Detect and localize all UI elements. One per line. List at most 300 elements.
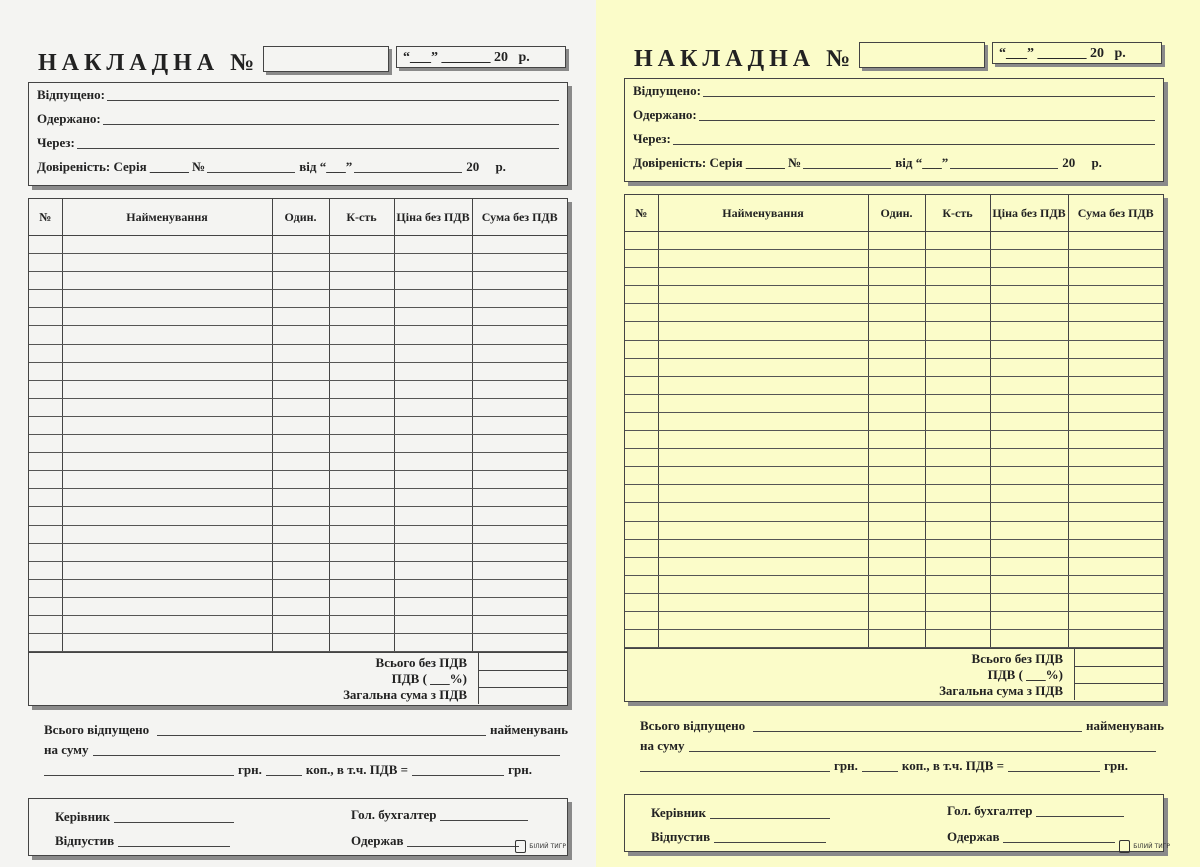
table-cell[interactable] — [658, 304, 868, 322]
table-cell[interactable] — [625, 449, 658, 467]
table-cell[interactable] — [329, 416, 394, 434]
table-cell[interactable] — [868, 593, 925, 611]
table-cell[interactable] — [868, 232, 925, 250]
table-cell[interactable] — [394, 236, 472, 254]
table-cell[interactable] — [329, 398, 394, 416]
table-cell[interactable] — [62, 398, 272, 416]
table-cell[interactable] — [658, 521, 868, 539]
table-cell[interactable] — [29, 489, 62, 507]
table-cell[interactable] — [472, 597, 567, 615]
table-cell[interactable] — [868, 358, 925, 376]
table-cell[interactable] — [990, 611, 1068, 629]
table-cell[interactable] — [1068, 286, 1163, 304]
table-cell[interactable] — [472, 362, 567, 380]
table-cell[interactable] — [868, 250, 925, 268]
table-cell[interactable] — [1068, 485, 1163, 503]
table-cell[interactable] — [868, 611, 925, 629]
table-cell[interactable] — [472, 308, 567, 326]
table-cell[interactable] — [990, 503, 1068, 521]
table-cell[interactable] — [394, 634, 472, 652]
table-cell[interactable] — [29, 634, 62, 652]
table-cell[interactable] — [29, 525, 62, 543]
table-cell[interactable] — [925, 593, 990, 611]
table-cell[interactable] — [868, 431, 925, 449]
table-cell[interactable] — [394, 507, 472, 525]
head-signature[interactable] — [55, 809, 234, 825]
table-cell[interactable] — [868, 376, 925, 394]
table-cell[interactable] — [394, 380, 472, 398]
table-cell[interactable] — [1068, 250, 1163, 268]
table-cell[interactable] — [472, 435, 567, 453]
table-cell[interactable] — [29, 561, 62, 579]
table-cell[interactable] — [394, 398, 472, 416]
table-cell[interactable] — [329, 597, 394, 615]
table-cell[interactable] — [658, 503, 868, 521]
table-cell[interactable] — [658, 268, 868, 286]
table-cell[interactable] — [1068, 575, 1163, 593]
table-cell[interactable] — [29, 398, 62, 416]
table-cell[interactable] — [272, 398, 329, 416]
table-cell[interactable] — [1068, 431, 1163, 449]
table-cell[interactable] — [329, 308, 394, 326]
table-cell[interactable] — [990, 304, 1068, 322]
table-cell[interactable] — [658, 557, 868, 575]
table-cell[interactable] — [658, 250, 868, 268]
table-cell[interactable] — [990, 467, 1068, 485]
table-cell[interactable] — [329, 344, 394, 362]
table-cell[interactable] — [868, 449, 925, 467]
table-cell[interactable] — [658, 322, 868, 340]
table-cell[interactable] — [29, 597, 62, 615]
table-cell[interactable] — [658, 286, 868, 304]
table-cell[interactable] — [925, 340, 990, 358]
received-line[interactable] — [633, 107, 1155, 123]
table-cell[interactable] — [272, 453, 329, 471]
table-cell[interactable] — [1068, 611, 1163, 629]
table-cell[interactable] — [658, 575, 868, 593]
table-cell[interactable] — [658, 340, 868, 358]
table-cell[interactable] — [472, 453, 567, 471]
amount-line[interactable] — [44, 742, 568, 758]
released-total-line[interactable] — [640, 718, 1164, 734]
table-cell[interactable] — [472, 272, 567, 290]
released-total-line[interactable] — [44, 722, 568, 738]
table-cell[interactable] — [329, 272, 394, 290]
table-cell[interactable] — [625, 394, 658, 412]
table-cell[interactable] — [990, 250, 1068, 268]
table-cell[interactable] — [925, 268, 990, 286]
invoice-number-field[interactable] — [859, 42, 985, 68]
table-cell[interactable] — [625, 630, 658, 648]
table-cell[interactable] — [272, 489, 329, 507]
table-cell[interactable] — [394, 416, 472, 434]
total-without-vat-cell[interactable] — [1074, 649, 1163, 667]
table-cell[interactable] — [329, 615, 394, 633]
table-cell[interactable] — [62, 380, 272, 398]
table-cell[interactable] — [990, 431, 1068, 449]
table-cell[interactable] — [658, 376, 868, 394]
table-cell[interactable] — [394, 254, 472, 272]
invoice-date-field[interactable]: “___” _______ 20 р. — [992, 42, 1162, 64]
table-cell[interactable] — [62, 254, 272, 272]
table-cell[interactable] — [329, 236, 394, 254]
table-cell[interactable] — [658, 630, 868, 648]
table-cell[interactable] — [272, 471, 329, 489]
table-cell[interactable] — [625, 503, 658, 521]
table-cell[interactable] — [625, 593, 658, 611]
table-cell[interactable] — [472, 344, 567, 362]
table-cell[interactable] — [272, 507, 329, 525]
table-cell[interactable] — [62, 362, 272, 380]
table-cell[interactable] — [625, 431, 658, 449]
table-cell[interactable] — [394, 615, 472, 633]
table-cell[interactable] — [394, 597, 472, 615]
table-cell[interactable] — [1068, 630, 1163, 648]
table-cell[interactable] — [658, 449, 868, 467]
table-cell[interactable] — [625, 268, 658, 286]
table-cell[interactable] — [272, 543, 329, 561]
released-line[interactable] — [37, 87, 559, 103]
table-cell[interactable] — [272, 597, 329, 615]
table-cell[interactable] — [472, 579, 567, 597]
table-cell[interactable] — [625, 412, 658, 430]
table-cell[interactable] — [394, 362, 472, 380]
table-cell[interactable] — [1068, 232, 1163, 250]
table-cell[interactable] — [29, 290, 62, 308]
table-cell[interactable] — [868, 304, 925, 322]
table-cell[interactable] — [925, 575, 990, 593]
power-of-attorney-line[interactable] — [633, 155, 1155, 171]
table-cell[interactable] — [62, 489, 272, 507]
table-cell[interactable] — [625, 250, 658, 268]
table-cell[interactable] — [1068, 557, 1163, 575]
table-cell[interactable] — [329, 543, 394, 561]
table-cell[interactable] — [658, 485, 868, 503]
table-cell[interactable] — [62, 507, 272, 525]
table-cell[interactable] — [394, 326, 472, 344]
table-cell[interactable] — [1068, 539, 1163, 557]
table-cell[interactable] — [62, 416, 272, 434]
table-cell[interactable] — [1068, 412, 1163, 430]
table-cell[interactable] — [990, 630, 1068, 648]
table-cell[interactable] — [472, 561, 567, 579]
amount-breakdown-line[interactable] — [640, 758, 1164, 774]
table-cell[interactable] — [868, 485, 925, 503]
table-cell[interactable] — [625, 485, 658, 503]
table-cell[interactable] — [1068, 467, 1163, 485]
table-cell[interactable] — [472, 543, 567, 561]
table-cell[interactable] — [925, 394, 990, 412]
table-cell[interactable] — [925, 449, 990, 467]
table-cell[interactable] — [1068, 322, 1163, 340]
total-with-vat-cell[interactable] — [1074, 683, 1163, 700]
table-cell[interactable] — [472, 416, 567, 434]
table-cell[interactable] — [1068, 304, 1163, 322]
table-cell[interactable] — [29, 543, 62, 561]
table-cell[interactable] — [1068, 503, 1163, 521]
table-cell[interactable] — [272, 344, 329, 362]
table-cell[interactable] — [29, 236, 62, 254]
table-cell[interactable] — [394, 489, 472, 507]
table-cell[interactable] — [868, 340, 925, 358]
table-cell[interactable] — [29, 254, 62, 272]
table-cell[interactable] — [658, 394, 868, 412]
invoice-date-field[interactable]: “___” _______ 20 р. — [396, 46, 566, 68]
table-cell[interactable] — [29, 344, 62, 362]
received-by-signature[interactable] — [351, 833, 519, 849]
table-cell[interactable] — [472, 254, 567, 272]
table-cell[interactable] — [625, 376, 658, 394]
table-cell[interactable] — [272, 254, 329, 272]
table-cell[interactable] — [62, 525, 272, 543]
table-cell[interactable] — [472, 489, 567, 507]
table-cell[interactable] — [925, 232, 990, 250]
vat-cell[interactable] — [1074, 666, 1163, 684]
table-cell[interactable] — [658, 611, 868, 629]
table-cell[interactable] — [29, 471, 62, 489]
table-cell[interactable] — [272, 561, 329, 579]
table-cell[interactable] — [394, 543, 472, 561]
table-cell[interactable] — [868, 521, 925, 539]
table-cell[interactable] — [625, 232, 658, 250]
table-cell[interactable] — [925, 630, 990, 648]
table-cell[interactable] — [990, 449, 1068, 467]
table-cell[interactable] — [329, 435, 394, 453]
table-cell[interactable] — [868, 539, 925, 557]
table-cell[interactable] — [272, 272, 329, 290]
table-cell[interactable] — [990, 322, 1068, 340]
table-cell[interactable] — [925, 539, 990, 557]
table-cell[interactable] — [394, 290, 472, 308]
table-cell[interactable] — [62, 471, 272, 489]
table-cell[interactable] — [29, 416, 62, 434]
table-cell[interactable] — [925, 376, 990, 394]
table-cell[interactable] — [394, 308, 472, 326]
total-without-vat-cell[interactable] — [478, 653, 567, 671]
table-cell[interactable] — [925, 485, 990, 503]
table-cell[interactable] — [394, 561, 472, 579]
table-cell[interactable] — [1068, 394, 1163, 412]
table-cell[interactable] — [29, 615, 62, 633]
table-cell[interactable] — [925, 611, 990, 629]
table-cell[interactable] — [329, 489, 394, 507]
via-line[interactable] — [633, 131, 1155, 147]
table-cell[interactable] — [394, 525, 472, 543]
table-cell[interactable] — [472, 634, 567, 652]
table-cell[interactable] — [990, 575, 1068, 593]
table-cell[interactable] — [868, 630, 925, 648]
table-cell[interactable] — [394, 344, 472, 362]
table-cell[interactable] — [625, 557, 658, 575]
table-cell[interactable] — [925, 467, 990, 485]
table-cell[interactable] — [329, 525, 394, 543]
table-cell[interactable] — [272, 634, 329, 652]
table-cell[interactable] — [62, 308, 272, 326]
table-cell[interactable] — [868, 268, 925, 286]
table-cell[interactable] — [329, 507, 394, 525]
table-cell[interactable] — [62, 597, 272, 615]
table-cell[interactable] — [472, 236, 567, 254]
table-cell[interactable] — [29, 272, 62, 290]
table-cell[interactable] — [394, 453, 472, 471]
table-cell[interactable] — [1068, 449, 1163, 467]
table-cell[interactable] — [472, 380, 567, 398]
table-cell[interactable] — [1068, 521, 1163, 539]
table-cell[interactable] — [472, 326, 567, 344]
received-by-signature[interactable] — [947, 829, 1115, 845]
table-cell[interactable] — [658, 467, 868, 485]
vat-cell[interactable] — [478, 670, 567, 688]
table-cell[interactable] — [62, 634, 272, 652]
table-cell[interactable] — [625, 575, 658, 593]
table-cell[interactable] — [472, 615, 567, 633]
table-cell[interactable] — [329, 634, 394, 652]
table-cell[interactable] — [329, 254, 394, 272]
table-cell[interactable] — [990, 394, 1068, 412]
table-cell[interactable] — [472, 471, 567, 489]
table-cell[interactable] — [868, 503, 925, 521]
released-by-signature[interactable] — [55, 833, 230, 849]
table-cell[interactable] — [990, 539, 1068, 557]
table-cell[interactable] — [329, 471, 394, 489]
table-cell[interactable] — [625, 467, 658, 485]
table-cell[interactable] — [329, 579, 394, 597]
table-cell[interactable] — [62, 579, 272, 597]
table-cell[interactable] — [658, 358, 868, 376]
invoice-number-field[interactable] — [263, 46, 389, 72]
table-cell[interactable] — [925, 521, 990, 539]
table-cell[interactable] — [868, 467, 925, 485]
table-cell[interactable] — [29, 579, 62, 597]
table-cell[interactable] — [990, 232, 1068, 250]
table-cell[interactable] — [658, 431, 868, 449]
table-cell[interactable] — [62, 290, 272, 308]
table-cell[interactable] — [62, 326, 272, 344]
table-cell[interactable] — [272, 416, 329, 434]
table-cell[interactable] — [868, 557, 925, 575]
table-cell[interactable] — [868, 322, 925, 340]
table-cell[interactable] — [272, 579, 329, 597]
table-cell[interactable] — [1068, 340, 1163, 358]
received-line[interactable] — [37, 111, 559, 127]
table-cell[interactable] — [29, 308, 62, 326]
table-cell[interactable] — [868, 575, 925, 593]
table-cell[interactable] — [925, 557, 990, 575]
table-cell[interactable] — [1068, 376, 1163, 394]
table-cell[interactable] — [272, 290, 329, 308]
power-of-attorney-line[interactable] — [37, 159, 559, 175]
table-cell[interactable] — [990, 593, 1068, 611]
table-cell[interactable] — [625, 521, 658, 539]
table-cell[interactable] — [62, 453, 272, 471]
table-cell[interactable] — [925, 250, 990, 268]
amount-breakdown-line[interactable] — [44, 762, 568, 778]
table-cell[interactable] — [62, 435, 272, 453]
table-cell[interactable] — [29, 507, 62, 525]
table-cell[interactable] — [625, 340, 658, 358]
chief-accountant-signature[interactable] — [351, 807, 528, 823]
table-cell[interactable] — [272, 326, 329, 344]
table-cell[interactable] — [925, 358, 990, 376]
table-cell[interactable] — [990, 268, 1068, 286]
table-cell[interactable] — [658, 232, 868, 250]
table-cell[interactable] — [990, 521, 1068, 539]
table-cell[interactable] — [394, 272, 472, 290]
via-line[interactable] — [37, 135, 559, 151]
table-cell[interactable] — [925, 322, 990, 340]
table-cell[interactable] — [394, 435, 472, 453]
table-cell[interactable] — [62, 272, 272, 290]
table-cell[interactable] — [29, 362, 62, 380]
table-cell[interactable] — [658, 412, 868, 430]
table-cell[interactable] — [625, 358, 658, 376]
table-cell[interactable] — [329, 362, 394, 380]
table-cell[interactable] — [868, 412, 925, 430]
table-cell[interactable] — [62, 615, 272, 633]
table-cell[interactable] — [625, 286, 658, 304]
table-cell[interactable] — [62, 543, 272, 561]
table-cell[interactable] — [990, 340, 1068, 358]
table-cell[interactable] — [625, 322, 658, 340]
table-cell[interactable] — [329, 326, 394, 344]
table-cell[interactable] — [925, 431, 990, 449]
total-with-vat-cell[interactable] — [478, 687, 567, 704]
table-cell[interactable] — [925, 412, 990, 430]
table-cell[interactable] — [272, 615, 329, 633]
table-cell[interactable] — [29, 435, 62, 453]
table-cell[interactable] — [62, 344, 272, 362]
table-cell[interactable] — [658, 539, 868, 557]
table-cell[interactable] — [658, 593, 868, 611]
table-cell[interactable] — [329, 453, 394, 471]
table-cell[interactable] — [272, 525, 329, 543]
table-cell[interactable] — [925, 286, 990, 304]
table-cell[interactable] — [272, 236, 329, 254]
table-cell[interactable] — [1068, 593, 1163, 611]
table-cell[interactable] — [625, 539, 658, 557]
table-cell[interactable] — [925, 503, 990, 521]
table-cell[interactable] — [925, 304, 990, 322]
table-cell[interactable] — [394, 471, 472, 489]
table-cell[interactable] — [990, 286, 1068, 304]
table-cell[interactable] — [625, 304, 658, 322]
table-cell[interactable] — [272, 435, 329, 453]
table-cell[interactable] — [29, 453, 62, 471]
table-cell[interactable] — [990, 412, 1068, 430]
head-signature[interactable] — [651, 805, 830, 821]
table-cell[interactable] — [472, 290, 567, 308]
table-cell[interactable] — [29, 326, 62, 344]
table-cell[interactable] — [272, 362, 329, 380]
table-cell[interactable] — [472, 507, 567, 525]
released-by-signature[interactable] — [651, 829, 826, 845]
chief-accountant-signature[interactable] — [947, 803, 1124, 819]
table-cell[interactable] — [272, 380, 329, 398]
table-cell[interactable] — [472, 398, 567, 416]
table-cell[interactable] — [868, 286, 925, 304]
table-cell[interactable] — [990, 557, 1068, 575]
table-cell[interactable] — [990, 358, 1068, 376]
table-cell[interactable] — [272, 308, 329, 326]
table-cell[interactable] — [62, 561, 272, 579]
table-cell[interactable] — [329, 561, 394, 579]
table-cell[interactable] — [29, 380, 62, 398]
amount-line[interactable] — [640, 738, 1164, 754]
table-cell[interactable] — [329, 290, 394, 308]
table-cell[interactable] — [394, 579, 472, 597]
table-cell[interactable] — [990, 376, 1068, 394]
table-cell[interactable] — [1068, 268, 1163, 286]
